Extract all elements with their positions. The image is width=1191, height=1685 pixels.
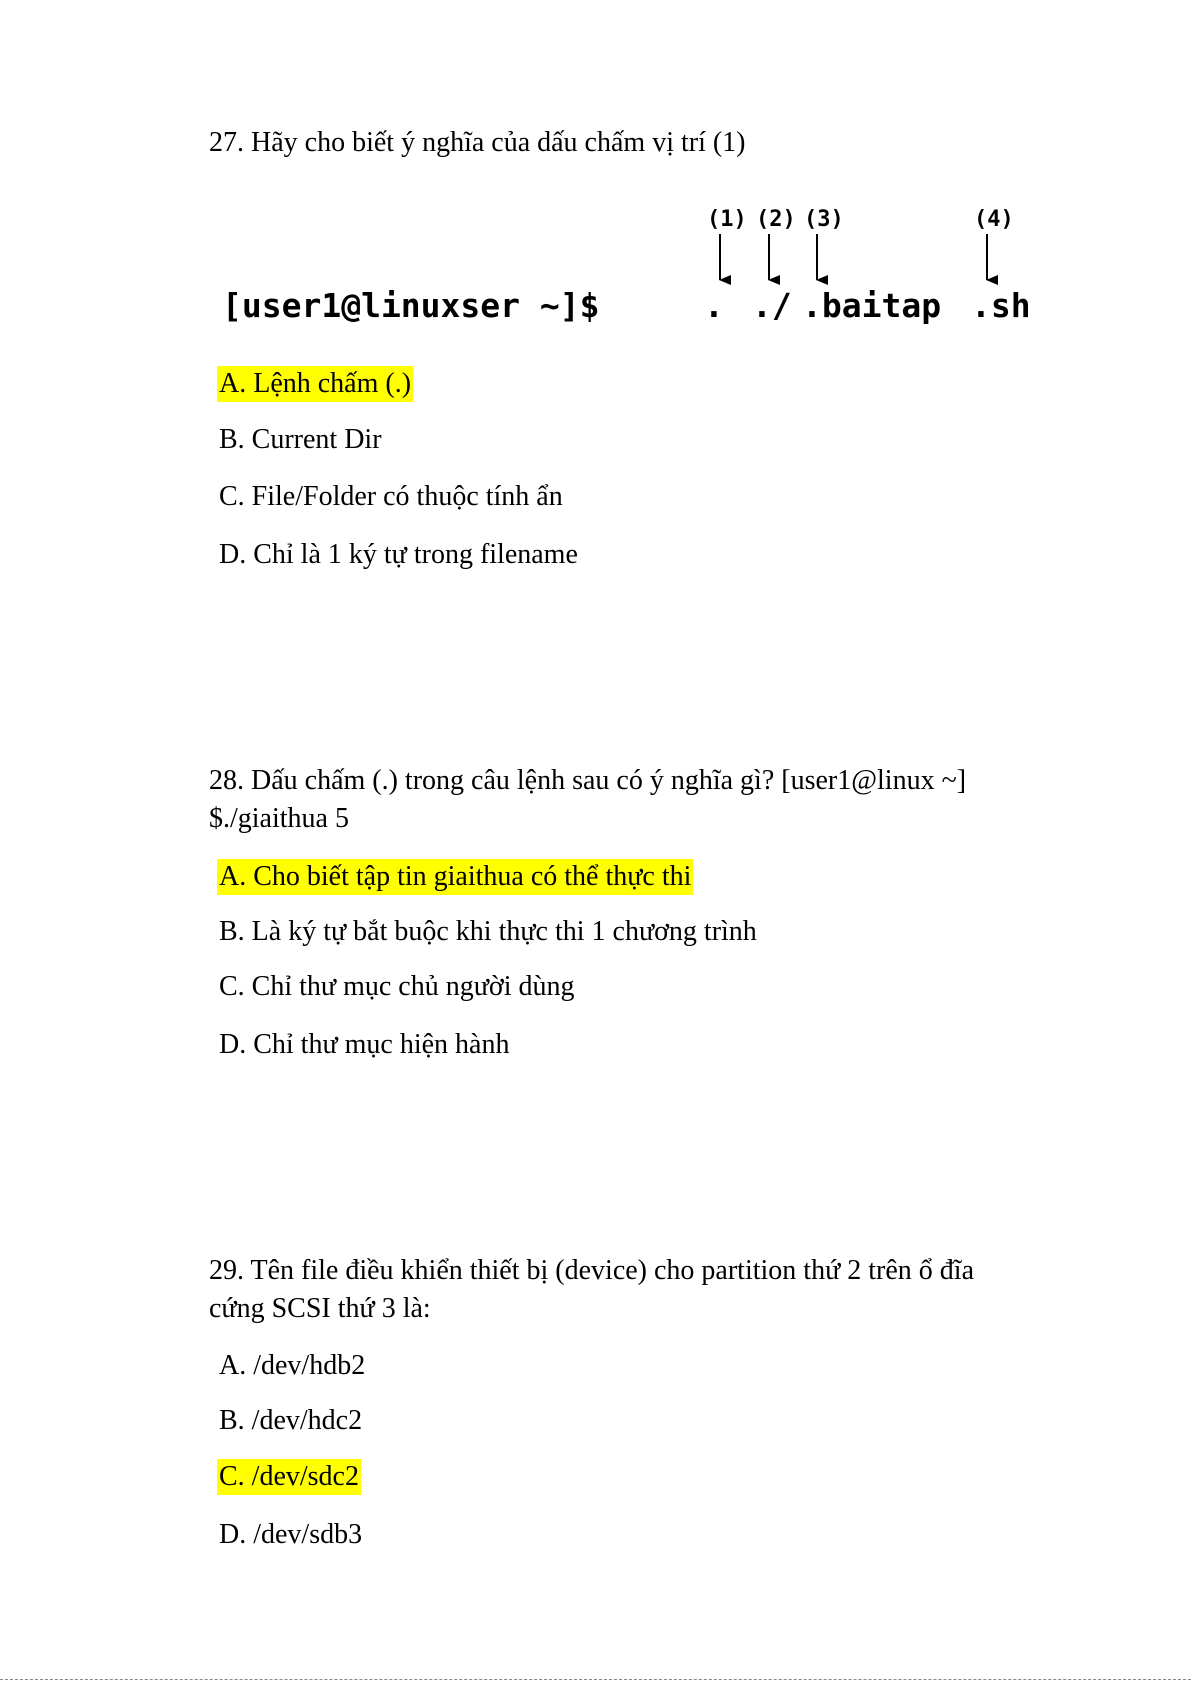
marker-1: (1) [707, 207, 747, 232]
path-dot-slash: ./ [752, 286, 792, 325]
path-baitap: .baitap [802, 286, 942, 325]
dot-position-1: . [704, 286, 724, 325]
q28-option-d: D. Chỉ thư mục hiện hành [219, 1029, 510, 1060]
shell-prompt: [user1@linuxser ~]$ [222, 286, 600, 325]
q29-option-c: C. /dev/sdc2 [217, 1459, 361, 1495]
question-28-line1: 28. Dấu chấm (.) trong câu lệnh sau có ý nghĩa gì? [user1@linux ~] [209, 765, 967, 796]
q28-option-c: C. Chỉ thư mục chủ người dùng [219, 971, 575, 1002]
q29-option-a: A. /dev/hdb2 [219, 1350, 366, 1381]
command-figure-svg [222, 206, 1052, 336]
q27-option-a: A. Lệnh chấm (.) [217, 366, 413, 402]
q27-option-d: D. Chỉ là 1 ký tự trong filename [219, 539, 578, 570]
q27-option-c: C. File/Folder có thuộc tính ẩn [219, 481, 563, 512]
marker-3: (3) [804, 207, 844, 232]
q29-option-d: D. /dev/sdb3 [219, 1519, 363, 1550]
question-29-line2: cứng SCSI thứ 3 là: [209, 1293, 431, 1324]
question-27-text: 27. Hãy cho biết ý nghĩa của dấu chấm vị trí (1) [209, 127, 746, 158]
marker-2: (2) [756, 207, 796, 232]
path-extension: .sh [971, 286, 1031, 325]
question-28-line2: $./giaithua 5 [209, 803, 349, 834]
q28-option-b: B. Là ký tự bắt buộc khi thực thi 1 chương trình [219, 916, 757, 947]
q29-option-b: B. /dev/hdc2 [219, 1405, 363, 1436]
marker-4: (4) [974, 207, 1014, 232]
page-bottom-divider [0, 1679, 1191, 1680]
q27-option-b: B. Current Dir [219, 424, 382, 455]
command-figure [222, 206, 1052, 336]
question-29-line1: 29. Tên file điều khiển thiết bị (device) cho partition thứ 2 trên ổ đĩa [209, 1255, 974, 1286]
q28-option-a: A. Cho biết tập tin giaithua có thể thực thi [217, 859, 693, 895]
